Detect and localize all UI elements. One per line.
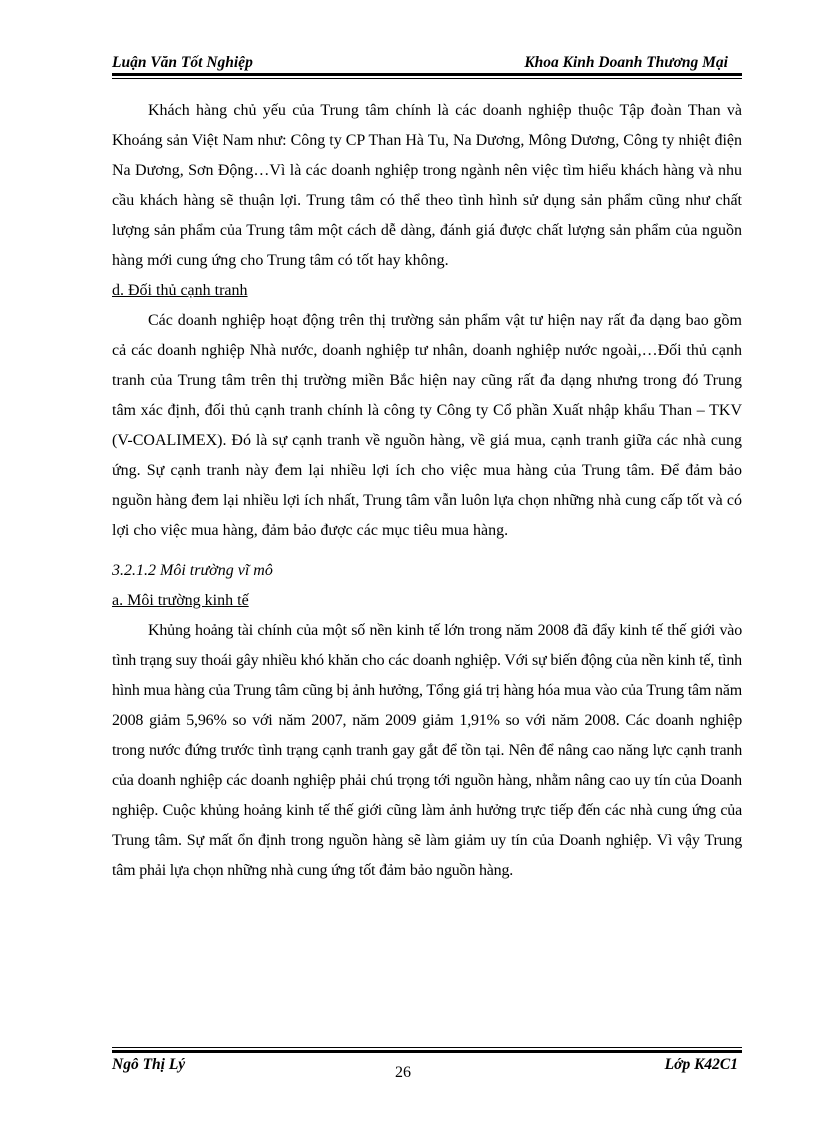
heading-economic-environment bbox=[112, 586, 742, 616]
footer-author: Ngô Thị Lý bbox=[112, 1056, 186, 1073]
heading-macro-environment: 3.2.1.2 Môi trường vĩ mô bbox=[112, 562, 273, 579]
heading-competitors-text: d. Đối thủ cạnh tranh bbox=[112, 282, 248, 299]
paragraph-competitors: Các doanh nghiệp hoạt động trên thị trường sản phẩm vật tư hiện nay rất đa dạng bao gồm cả các doanh nghiệp Nhà nước, doanh nghiệp tư nhân, doanh nghiệp nước ngoài,…Đối thủ cạnh tranh của Trung tâm trên thị trường miền Bắc hiện nay cũng rất đa dạng nhưng trong đó Trung tâm xác định, đối thủ cạnh tranh chính là công ty Công ty Cổ phần Xuất nhập khẩu Than – TKV (V-COALIMEX). Đó là sự cạnh tranh về nguồn hàng, về giá mua, cạnh tranh giữa các nhà cung ứng. Sự cạnh tranh này đem lại nhiều lợi ích cho việc mua hàng của Trung tâm. Để đảm bảo nguồn hàng đem lại nhiều lợi ích nhất, Trung tâm vẫn luôn lựa chọn những nhà cung cấp tốt và có lợi cho việc mua hàng, đảm bảo được các mục tiêu mua hàng. bbox=[112, 312, 742, 539]
page-number: 26 bbox=[395, 1064, 411, 1081]
heading-economic-environment-text: a. Môi trường kinh tế bbox=[112, 592, 249, 609]
header-rule-thick bbox=[112, 73, 742, 76]
header-left-title: Luận Văn Tốt Nghiệp bbox=[112, 54, 253, 71]
paragraph-customers: Khách hàng chủ yếu của Trung tâm chính là các doanh nghiệp thuộc Tập đoàn Than và Khoáng sản Việt Nam như: Công ty CP Than Hà Tu, Na Dương, Mông Dương, Công ty nhiệt điện Na Dương, Sơn Động…Vì là các doanh nghiệp trong ngành nên việc tìm hiểu khách hàng và nhu cầu khách hàng sẽ thuận lợi. Trung tâm có thể theo tình hình sử dụng sản phẩm cũng như chất lượng sản phẩm của Trung tâm một cách dễ dàng, đánh giá được chất lượng sản phẩm của nguồn hàng mới cung ứng cho Trung tâm có tốt hay không. bbox=[112, 102, 742, 269]
section-gap bbox=[112, 546, 742, 556]
header-right-title: Khoa Kinh Doanh Thương Mại bbox=[524, 54, 728, 71]
footer-rule-thin bbox=[112, 1047, 742, 1048]
page-body bbox=[112, 96, 742, 886]
heading-competitors bbox=[112, 276, 742, 306]
header-rule-thin bbox=[112, 78, 742, 79]
footer-rule-thick bbox=[112, 1050, 742, 1053]
footer-class: Lớp K42C1 bbox=[664, 1056, 738, 1073]
paragraph-economic: Khủng hoảng tài chính của một số nền kinh tế lớn trong năm 2008 đã đẩy kinh tế thế giới vào tình trạng suy thoái gây nhiều khó khăn cho các doanh nghiệp. Với sự biến động của nền kinh tế, tình hình mua hàng của Trung tâm cũng bị ảnh hưởng, Tổng giá trị hàng hóa mua vào của Trung tâm năm 2008 giảm 5,96% so với năm 2007, năm 2009 giảm 1,91% so với năm 2008. Các doanh nghiệp trong nước đứng trước tình trạng cạnh tranh gay gắt để tồn tại. Nên để nâng cao năng lực cạnh tranh của doanh nghiệp các doanh nghiệp phải chú trọng tới nguồn hàng, nhằm nâng cao uy tín của Doanh nghiệp. Cuộc khủng hoảng kinh tế thế giới cũng làm ảnh hưởng trực tiếp đến các nhà cung ứng của Trung tâm. Sự mất ổn định trong nguồn hàng sẽ làm giảm uy tín của Doanh nghiệp. Vì vậy Trung tâm phải lựa chọn những nhà cung ứng tốt đảm bảo nguồn hàng. bbox=[112, 622, 742, 879]
page-footer bbox=[112, 1056, 742, 1086]
page-header bbox=[112, 50, 742, 72]
